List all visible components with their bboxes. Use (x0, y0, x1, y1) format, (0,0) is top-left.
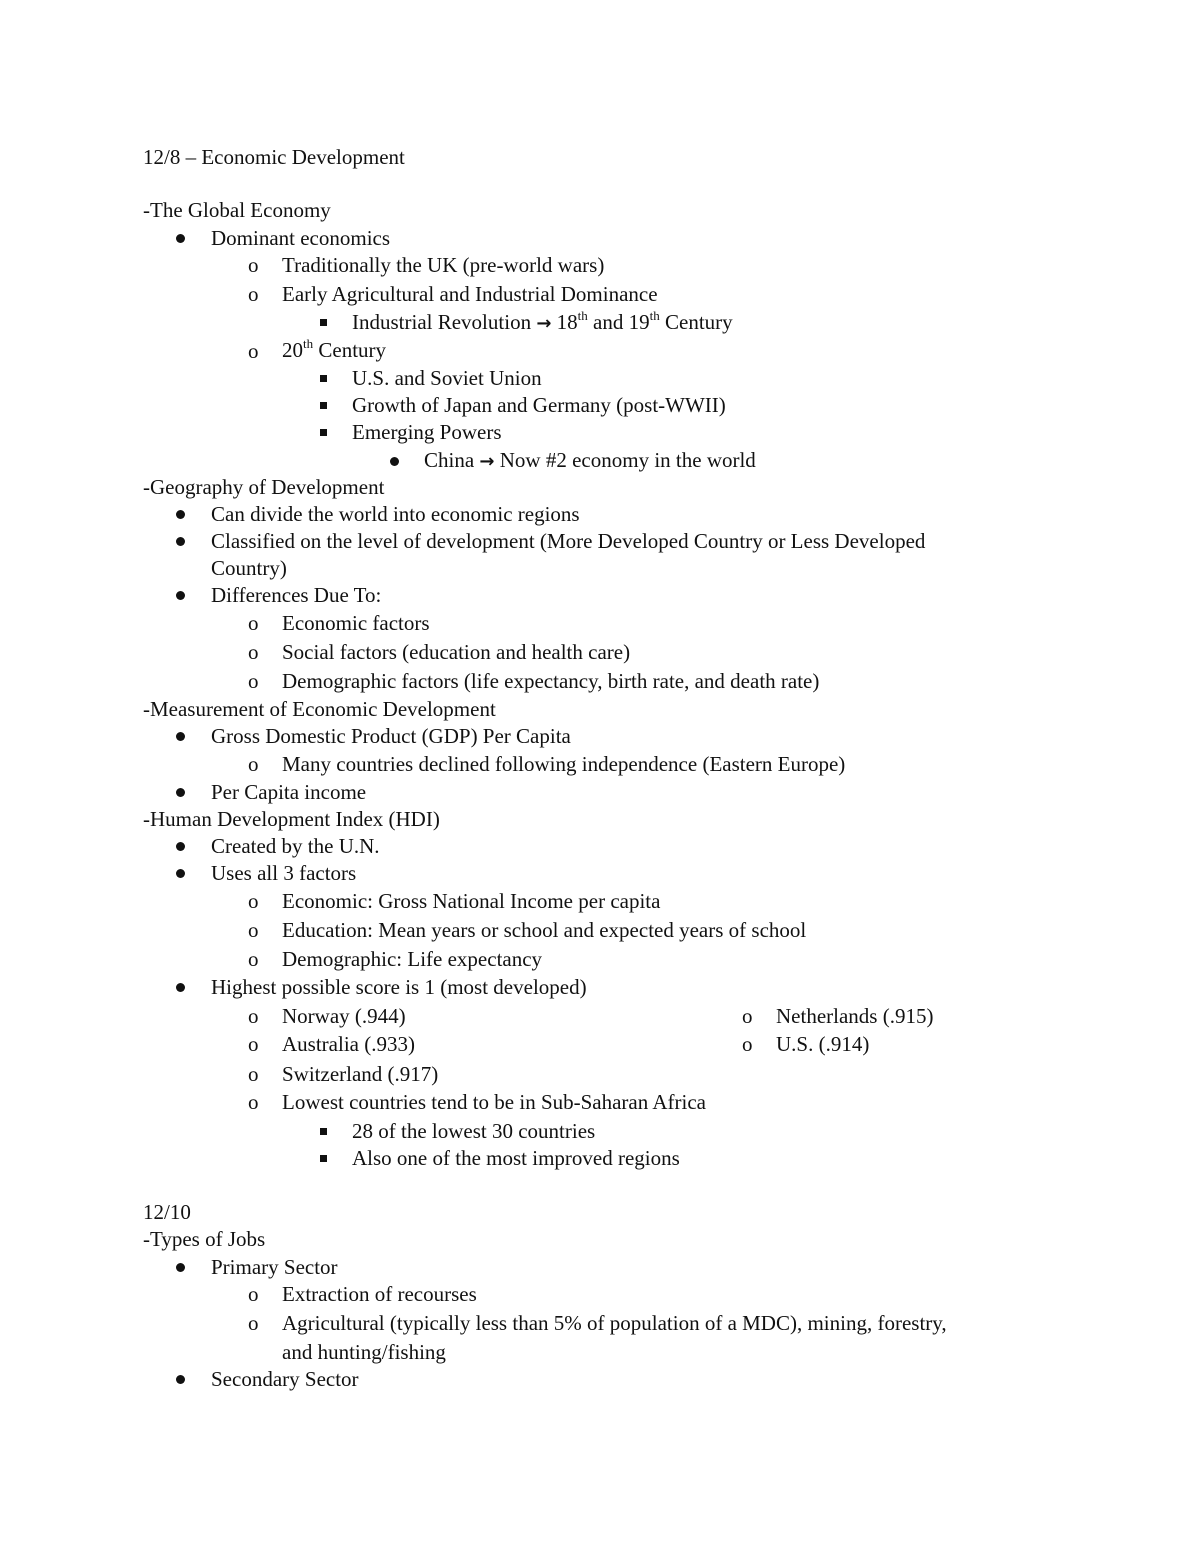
bullet-square (320, 375, 327, 382)
bullet-circle: o (742, 1004, 753, 1028)
list-item: Economic factors (282, 611, 430, 635)
list-item: Dominant economics (211, 226, 391, 250)
list-item-industrial-revolution: Industrial Revolution → 18th and 19th Century (352, 308, 733, 334)
bullet-circle: o (742, 1032, 753, 1056)
list-item: Agricultural (typically less than 5% of population of a MDC), mining, forestry, (282, 1311, 947, 1335)
list-item: Can divide the world into economic regions (211, 502, 580, 526)
list-item: Primary Sector (211, 1255, 338, 1279)
list-item: Demographic: Life expectancy (282, 947, 543, 971)
bullet-dot (176, 1375, 185, 1384)
list-item: Classified on the level of development (More Developed Country or Less Developed (211, 529, 926, 553)
bullet-dot (176, 842, 185, 851)
list-item: Created by the U.N. (211, 834, 380, 858)
bullet-circle: o (248, 947, 259, 971)
bullet-circle: o (248, 889, 259, 913)
list-item: Traditionally the UK (pre-world wars) (282, 253, 605, 277)
bullet-circle: o (248, 611, 259, 635)
bullet-dot (176, 510, 185, 519)
list-item: Lowest countries tend to be in Sub-Saharan Africa (282, 1090, 706, 1114)
bullet-dot (176, 788, 185, 797)
bullet-dot (176, 869, 185, 878)
bullet-circle: o (248, 282, 259, 306)
heading-12-10: 12/10 (143, 1200, 191, 1224)
bullet-square (320, 1128, 327, 1135)
bullet-square (320, 319, 327, 326)
bullet-circle: o (248, 752, 259, 776)
list-item: Growth of Japan and Germany (post-WWII) (352, 393, 726, 417)
section-global-economy: -The Global Economy (143, 198, 331, 222)
bullet-dot (176, 1263, 185, 1272)
list-item: Also one of the most improved regions (352, 1146, 680, 1170)
bullet-dot (176, 591, 185, 600)
bullet-dot (176, 732, 185, 741)
list-item: Many countries declined following independence (Eastern Europe) (282, 752, 846, 776)
bullet-circle: o (248, 253, 259, 277)
bullet-circle: o (248, 339, 259, 363)
list-item: Highest possible score is 1 (most developed) (211, 975, 587, 999)
list-item-norway: Norway (.944) (282, 1004, 406, 1028)
list-item: Economic: Gross National Income per capita (282, 889, 661, 913)
section-geography: -Geography of Development (143, 475, 385, 499)
bullet-circle: o (248, 1004, 259, 1028)
list-item-switzerland: Switzerland (.917) (282, 1062, 439, 1086)
bullet-circle: o (248, 1062, 259, 1086)
bullet-circle: o (248, 1090, 259, 1114)
bullet-circle: o (248, 1311, 259, 1335)
bullet-circle: o (248, 1032, 259, 1056)
heading-12-8: 12/8 – Economic Development (143, 145, 405, 169)
bullet-dot (176, 983, 185, 992)
bullet-dot (390, 457, 399, 466)
list-item-continuation: and hunting/fishing (282, 1340, 446, 1364)
bullet-circle: o (248, 640, 259, 664)
bullet-circle: o (248, 1282, 259, 1306)
list-item: Social factors (education and health care) (282, 640, 631, 664)
list-item: Emerging Powers (352, 420, 502, 444)
list-item: Demographic factors (life expectancy, birth rate, and death rate) (282, 669, 820, 693)
bullet-square (320, 402, 327, 409)
section-measurement: -Measurement of Economic Development (143, 697, 496, 721)
list-item-us: U.S. (.914) (776, 1032, 870, 1056)
arrow-icon: → (536, 313, 552, 334)
arrow-icon: → (479, 451, 495, 472)
list-item: Uses all 3 factors (211, 861, 357, 885)
list-item-netherlands: Netherlands (.915) (776, 1004, 934, 1028)
bullet-dot (176, 537, 185, 546)
list-item: U.S. and Soviet Union (352, 366, 542, 390)
list-item-australia: Australia (.933) (282, 1032, 415, 1056)
list-item: Secondary Sector (211, 1367, 359, 1391)
list-item: 28 of the lowest 30 countries (352, 1119, 596, 1143)
bullet-dot (176, 234, 185, 243)
bullet-square (320, 1155, 327, 1162)
list-item: Gross Domestic Product (GDP) Per Capita (211, 724, 571, 748)
bullet-circle: o (248, 918, 259, 942)
list-item: Extraction of recourses (282, 1282, 477, 1306)
list-item: Per Capita income (211, 780, 367, 804)
bullet-circle: o (248, 669, 259, 693)
list-item: Education: Mean years or school and expected years of school (282, 918, 807, 942)
list-item: Differences Due To: (211, 583, 382, 607)
list-item: Early Agricultural and Industrial Dominance (282, 282, 658, 306)
list-item-continuation: Country) (211, 556, 287, 580)
list-item-20th-century: 20th Century (282, 336, 387, 362)
list-item-china: China → Now #2 economy in the world (424, 448, 756, 472)
bullet-square (320, 429, 327, 436)
section-hdi: -Human Development Index (HDI) (143, 807, 440, 831)
section-types-of-jobs: -Types of Jobs (143, 1227, 266, 1251)
